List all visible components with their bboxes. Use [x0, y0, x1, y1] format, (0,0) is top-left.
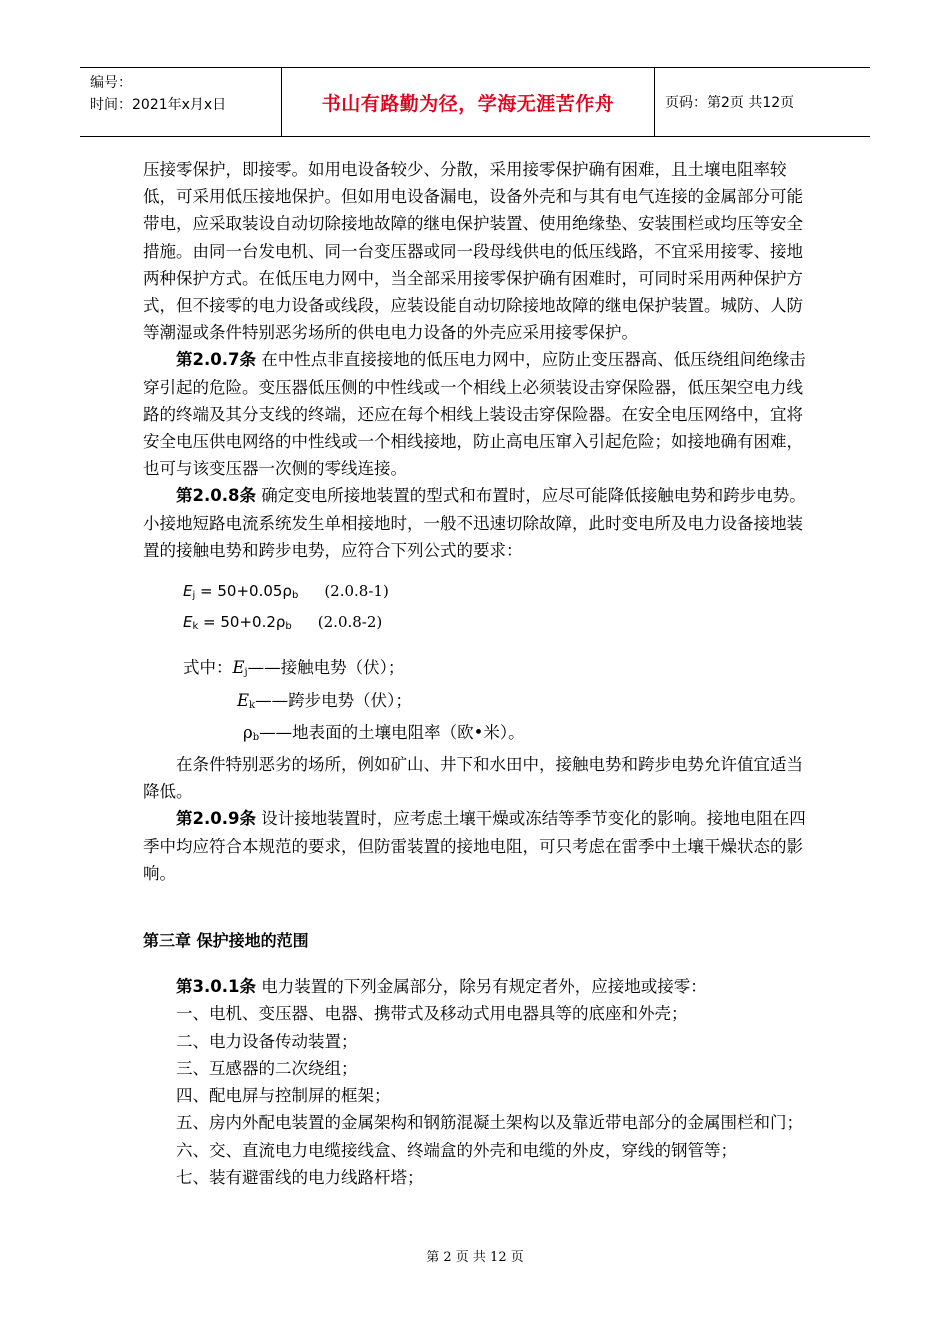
definition-ek — [143, 687, 808, 719]
list-item: 七、装有避雷线的电力线路杆塔； — [176, 1167, 424, 1187]
formula-subscript: b — [285, 621, 292, 633]
chapter-heading: 第三章 保护接地的范围 — [143, 931, 309, 951]
page-header — [80, 67, 870, 137]
list-item: 二、电力设备传动装置； — [176, 1031, 358, 1051]
page-footer: 第 2 页 共 12 页 — [426, 1250, 524, 1265]
paragraph-continued: 压接零保护，即接零。如用电设备较少、分散，采用接零保护确有困难，且土壤电阻率较低，可采用低压接地保护。但如用电设备漏电，设备外壳和与其有电气连接的金属部分可能带电，应采取装设自动切除接地故障的继电保护装置、使用绝缘垫、安装围栏或均压等安全措施。由同一台发电机、同一台变压器或同一段母线供电的低压线路，不宜采用接零、接地两种保护方式。在低压电力网中，当全部采用接零保护确有困难时，可同时采用两种保护方式，但不接零的电力设备或线段，应装设能自动切除接地故障的继电保护装置。城防、人防等潮湿或条件特别恶劣场所的供电电力设备的外壳应采用接零保护。 — [143, 160, 803, 343]
document-body — [143, 156, 808, 1191]
article-title: 第2.0.8条 — [176, 486, 256, 506]
list-item: 三、互感器的二次绕组； — [176, 1058, 358, 1078]
header-meta — [80, 68, 282, 136]
list-item: 一、电机、变压器、电器、携带式及移动式用电器具等的底座和外壳； — [176, 1004, 688, 1024]
where-label: 式中： — [183, 658, 233, 678]
formula-expression: = 50+0.2ρ — [198, 613, 286, 632]
formula-variable: E — [183, 613, 193, 632]
definition-variable: ρ — [243, 722, 253, 742]
article-title: 第3.0.1条 — [176, 977, 256, 997]
definition-text: ——接触电势（伏）； — [247, 658, 405, 678]
definition-subscript: j — [244, 667, 248, 679]
definition-subscript: b — [252, 731, 260, 743]
formula-subscript: j — [192, 590, 196, 602]
formula-subscript: k — [192, 621, 199, 633]
article-text: 电力装置的下列金属部分，除另有规定者外，应接地或接零： — [261, 977, 707, 997]
article-text: 在中性点非直接接地的低压电力网中，应防止变压器高、低压绕组间绝缘击穿引起的危险。变压器低压侧的中性线或一个相线上必须装设击穿保险器，低压架空电力线路的终端及其分支线的终端，还应在每个相线上装设击穿保险器。在安全电压网络中，宜将安全电压供电网络的中性线或一个相线接地，防止高电压窜入引起危险；如接地确有困难，也可与该变压器一次侧的零线连接。 — [143, 350, 806, 479]
article-3-0-1 — [143, 973, 808, 1000]
article-2-0-8 — [143, 482, 808, 564]
header-motto: 书山有路勤为径，学海无涯苦作舟 — [282, 68, 655, 136]
definition-variable: E — [237, 690, 250, 710]
formula-variable: E — [183, 582, 193, 601]
header-page-label: 页码：第2页 共12页 — [665, 95, 795, 111]
formula-contact-potential — [143, 578, 808, 609]
list-item: 六、交、直流电力电缆接线盒、终端盒的外壳和电缆的外皮，穿线的钢管等； — [176, 1140, 737, 1160]
article-2-0-7 — [143, 346, 808, 482]
list-item: 五、房内外配电装置的金属架构和钢筋混凝土架构以及靠近带电部分的金属围栏和门； — [176, 1113, 803, 1133]
article-2-0-9 — [143, 805, 808, 887]
formula-step-potential — [143, 609, 808, 640]
definition-text: ——地表面的土壤电阻率（欧•米）。 — [259, 722, 525, 742]
definition-ej — [143, 654, 808, 686]
formula-number: (2.0.8-2) — [317, 613, 383, 632]
formula-number: (2.0.8-1) — [324, 582, 389, 601]
definition-subscript: k — [249, 699, 256, 711]
header-number-label: 编号： — [90, 75, 132, 91]
header-time-label: 时间：2021年x月x日 — [90, 97, 227, 113]
paragraph-special-conditions: 在条件特别恶劣的场所，例如矿山、井下和水田中，接触电势和跨步电势允许值宜适当降低。 — [143, 755, 803, 802]
definition-text: ——跨步电势（伏）； — [255, 690, 412, 710]
list-item: 四、配电屏与控制屏的框架； — [176, 1086, 391, 1106]
definition-rho — [143, 719, 808, 751]
article-text: 确定变电所接地装置的型式和布置时，应尽可能降低接触电势和跨步电势。小接地短路电流系统发生单相接地时，一般不迅速切除故障，此时变电所及电力设备接地装置的接触电势和跨步电势，应符合下列公式的要求： — [143, 486, 806, 560]
formula-expression: = 50+0.05ρ — [195, 582, 292, 601]
definition-variable: E — [232, 658, 245, 678]
article-title: 第2.0.7条 — [176, 350, 256, 370]
article-title: 第2.0.9条 — [176, 809, 256, 829]
article-text: 设计接地装置时，应考虑土壤干燥或冻结等季节变化的影响。接地电阻在四季中均应符合本规范的要求，但防雷装置的接地电阻，可只考虑在雷季中土壤干燥状态的影响。 — [143, 809, 806, 883]
formula-subscript: b — [291, 590, 299, 602]
